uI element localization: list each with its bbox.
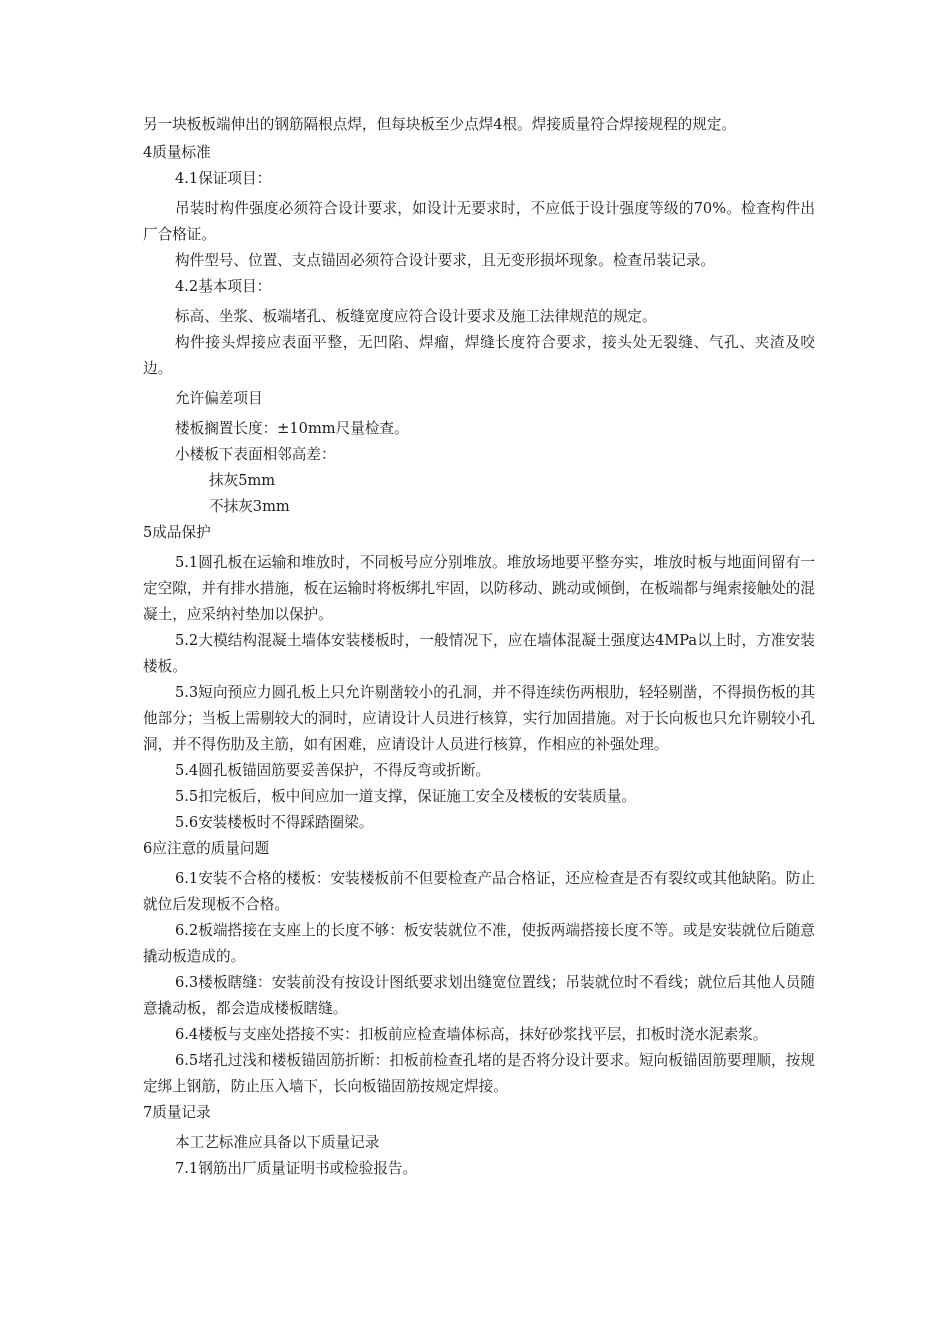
paragraph-5-4: 5.4圆孔板锚固筋要妥善保护，不得反弯或折断。 <box>175 762 491 779</box>
paragraph-6-3: 6.3楼板瞎缝：安装前没有按设计图纸要求划出缝宽位置线；吊装就位时不看线；就位后其他人员随意撬动板，都会造成楼板瞎缝。 <box>143 974 815 1017</box>
paragraph-5-5: 5.5扣完板后，板中间应加一道支撑，保证施工安全及楼板的安装质量。 <box>175 788 637 805</box>
paragraph-allowable-3: 抹灰5mm <box>209 472 276 489</box>
subheading-allowable-deviation: 允许偏差项目 <box>175 390 263 407</box>
continuation-paragraph: 另一块板板端伸出的钢筋隔根点焊，但每块板至少点焊4根。焊接质量符合焊接规程的规定。 <box>143 116 737 133</box>
paragraph-4-1-b: 构件型号、位置、支点锚固必须符合设计要求，且无变形损坏现象。检查吊装记录。 <box>175 252 715 269</box>
section-heading-5: 5成品保护 <box>143 524 211 541</box>
paragraph-5-3: 5.3短向预应力圆孔板上只允许剔凿较小的孔洞，并不得连续伤两根肋，轻轻剔凿，不得损伤板的其他部分；当板上需剔较大的洞时，应请设计人员进行核算，实行加固措施。对于长向板也只允许剔较小孔洞，并不得伤肋及主筋，如有困难，应请设计人员进行核算，作相应的补强处理。 <box>143 684 815 753</box>
paragraph-7-1: 7.1钢筋出厂质量证明书或检验报告。 <box>175 1160 418 1177</box>
document-page <box>143 112 815 1182</box>
paragraph-allowable-4: 不抹灰3mm <box>209 498 290 515</box>
paragraph-6-1: 6.1安装不合格的楼板：安装楼板前不但要检查产品合格证，还应检查是否有裂纹或其他缺陷。防止就位后发现板不合格。 <box>143 870 815 913</box>
paragraph-7-intro: 本工艺标准应具备以下质量记录 <box>175 1134 380 1151</box>
paragraph-5-6: 5.6安装楼板时不得踩踏圈梁。 <box>175 814 374 831</box>
paragraph-5-1: 5.1圆孔板在运输和堆放时，不同板号应分别堆放。堆放场地要平整夯实，堆放时板与地面间留有一定空隙，并有排水措施，板在运输时将板绑扎牢固，以防移动、跳动或倾倒，在板端都与绳索接触处的混凝土，应采纳衬垫加以保护。 <box>143 554 815 623</box>
section-heading-4: 4质量标准 <box>143 144 211 161</box>
subheading-4-2: 4.2基本项目： <box>175 278 272 295</box>
section-heading-7: 7质量记录 <box>143 1104 211 1121</box>
section-heading-6: 6应注意的质量问题 <box>143 840 270 857</box>
paragraph-5-2: 5.2大模结构混凝土墙体安装楼板时，一般情况下，应在墙体混凝土强度达4MPa以上时，方准安装楼板。 <box>143 632 815 675</box>
paragraph-6-4: 6.4楼板与支座处搭接不实：扣板前应检查墙体标高，抹好砂浆找平层，扣板时浇水泥素浆。 <box>175 1026 768 1043</box>
subheading-4-1: 4.1保证项目： <box>175 170 272 187</box>
paragraph-allowable-1: 楼板搁置长度：±10mm尺量检查。 <box>175 420 409 437</box>
paragraph-6-2: 6.2板端搭接在支座上的长度不够：板安装就位不准，使扳两端搭接长度不等。或是安装就位后随意撬动板造成的。 <box>143 922 815 965</box>
paragraph-4-2-b: 构件接头焊接应表面平整，无凹陷、焊瘤，焊缝长度符合要求，接头处无裂缝、气孔、夹渣及咬边。 <box>143 334 815 377</box>
paragraph-6-5: 6.5堵孔过浅和楼板锚固筋折断：扣板前检查孔堵的是否将分设计要求。短向板锚固筋要理顺，按规定绑上钢筋，防止压入墙下，长向板锚固筋按规定焊接。 <box>143 1052 815 1095</box>
paragraph-4-2-a: 标高、坐浆、板端堵孔、板缝宽度应符合设计要求及施工法律规范的规定。 <box>175 308 657 325</box>
paragraph-4-1-a: 吊装时构件强度必须符合设计要求，如设计无要求时，不应低于设计强度等级的70%。检查构件出厂合格证。 <box>143 200 815 243</box>
paragraph-allowable-2: 小楼板下表面相邻高差： <box>175 446 336 463</box>
